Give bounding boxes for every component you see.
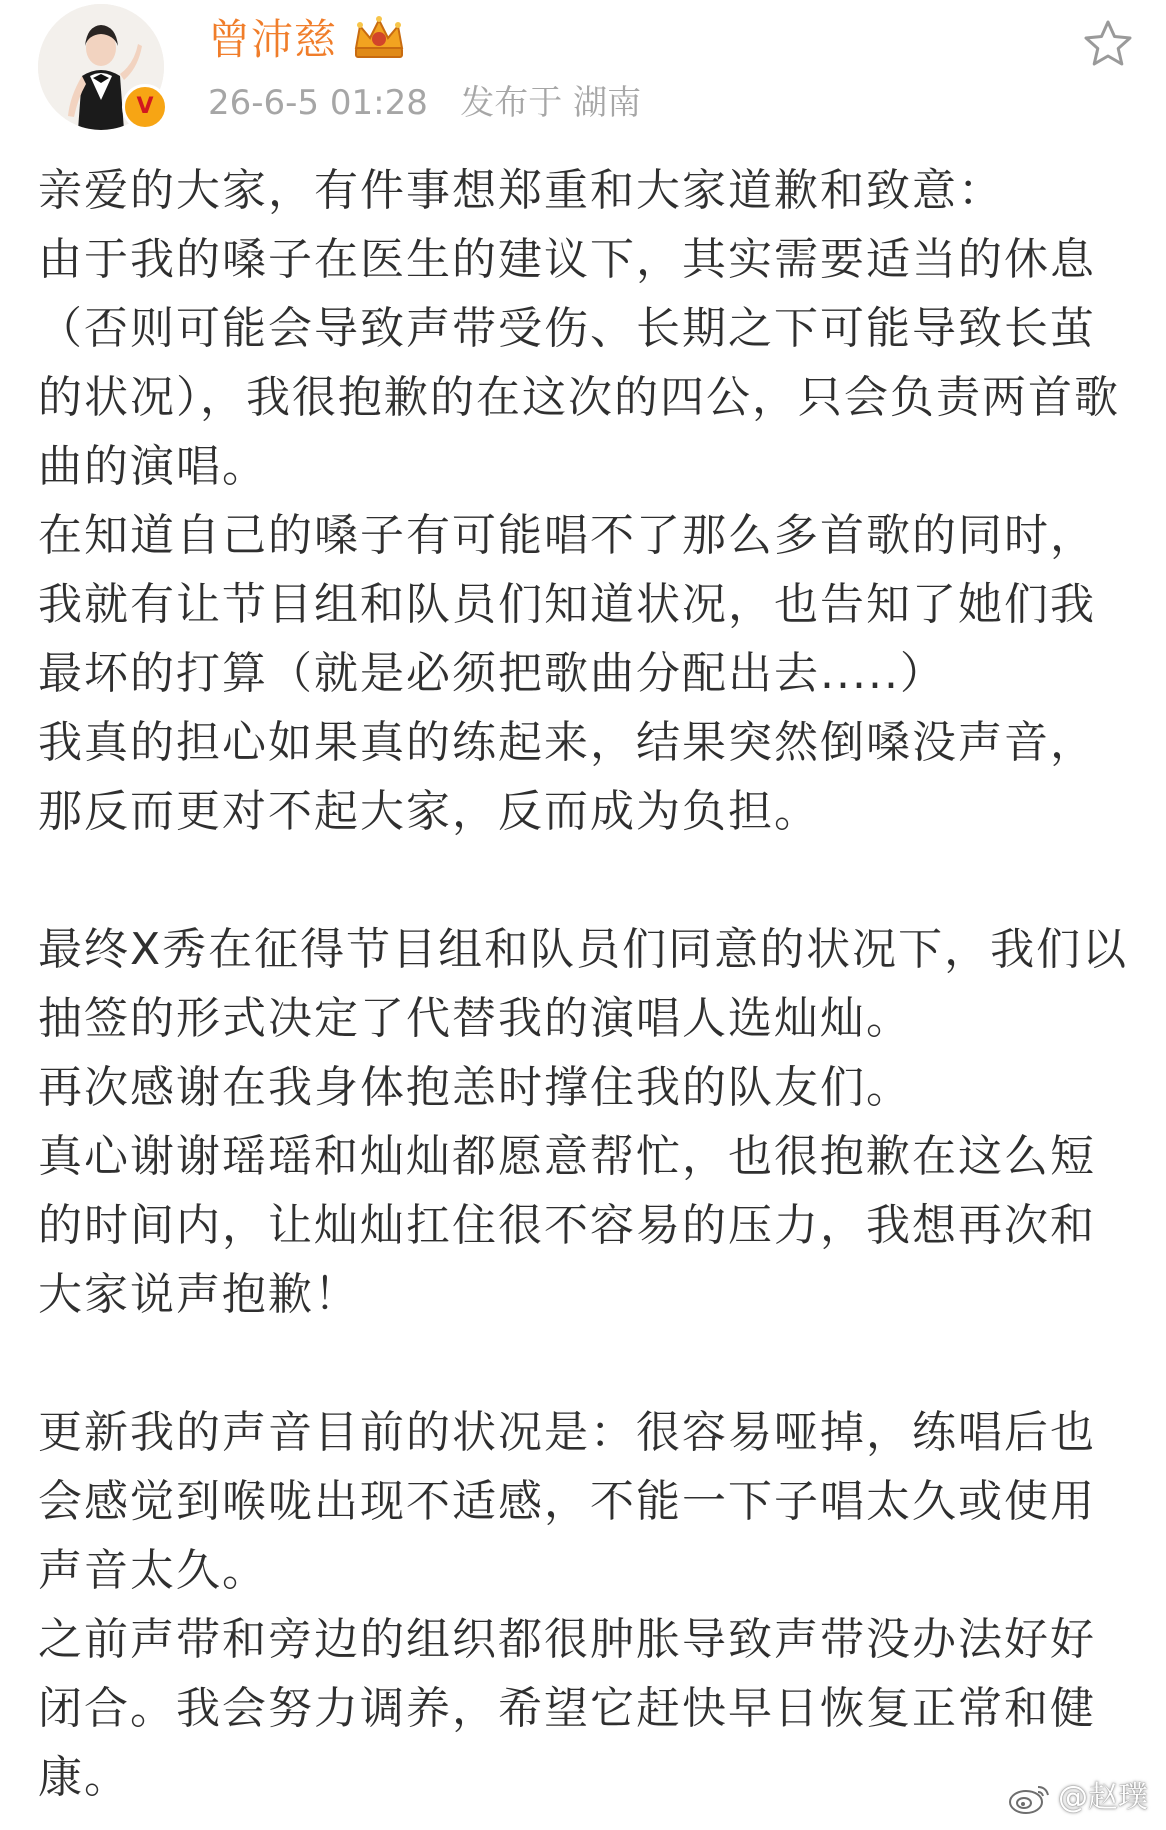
post-paragraph: 我真的担心如果真的练起来，结果突然倒嗓没声音，那反而更对不起大家，反而成为负担。: [38, 717, 1096, 837]
watermark-text: @赵璞: [1058, 1780, 1148, 1815]
post-paragraph: 亲爱的大家，有件事想郑重和大家道歉和致意：: [38, 165, 1004, 216]
post-location: 湖南: [573, 83, 642, 123]
post-body: [38, 156, 1138, 1812]
post-paragraph: 真心谢谢瑶瑶和灿灿都愿意帮忙，也很抱歉在这么短的时间内，让灿灿扛住很不容易的压力，我想再次和大家说声抱歉！: [38, 1131, 1096, 1320]
location-prefix: 发布于: [460, 83, 563, 123]
watermark: [1008, 1778, 1148, 1818]
post-paragraph: 之前声带和旁边的组织都很肿胀导致声带没办法好好闭合。我会努力调养，希望它赶快早日恢复正常和健康。: [38, 1614, 1096, 1803]
verified-v-icon: V: [122, 84, 168, 130]
weibo-logo-icon: [1008, 1781, 1052, 1815]
post-paragraph: 再次感谢在我身体抱恙时撑住我的队友们。: [38, 1062, 912, 1113]
author-avatar[interactable]: [38, 4, 164, 130]
post-timestamp: 26-6-5 01:28: [208, 83, 428, 123]
paragraph-spacer: [38, 1329, 1138, 1398]
crown-icon: [350, 12, 408, 64]
post-paragraph: 最终X秀在征得节目组和队员们同意的状况下，我们以抽签的形式决定了代替我的演唱人选灿灿。: [38, 924, 1129, 1044]
author-name[interactable]: 曾沛慈: [208, 15, 338, 64]
post-meta: [208, 80, 641, 126]
star-outline-icon[interactable]: [1080, 16, 1136, 72]
paragraph-spacer: [38, 846, 1138, 915]
post-paragraph: 在知道自己的嗓子有可能唱不了那么多首歌的同时，我就有让节目组和队员们知道状况，也告知了她们我最坏的打算（就是必须把歌曲分配出去.....）: [38, 510, 1096, 699]
post-paragraph: 由于我的嗓子在医生的建议下，其实需要适当的休息（否则可能会导致声带受伤、长期之下可能导致长茧的状况），我很抱歉的在这次的四公，只会负责两首歌曲的演唱。: [38, 234, 1120, 492]
post-header: [0, 0, 1166, 140]
post-paragraph: 更新我的声音目前的状况是：很容易哑掉，练唱后也会感觉到喉咙出现不适感，不能一下子唱太久或使用声音太久。: [38, 1407, 1096, 1596]
